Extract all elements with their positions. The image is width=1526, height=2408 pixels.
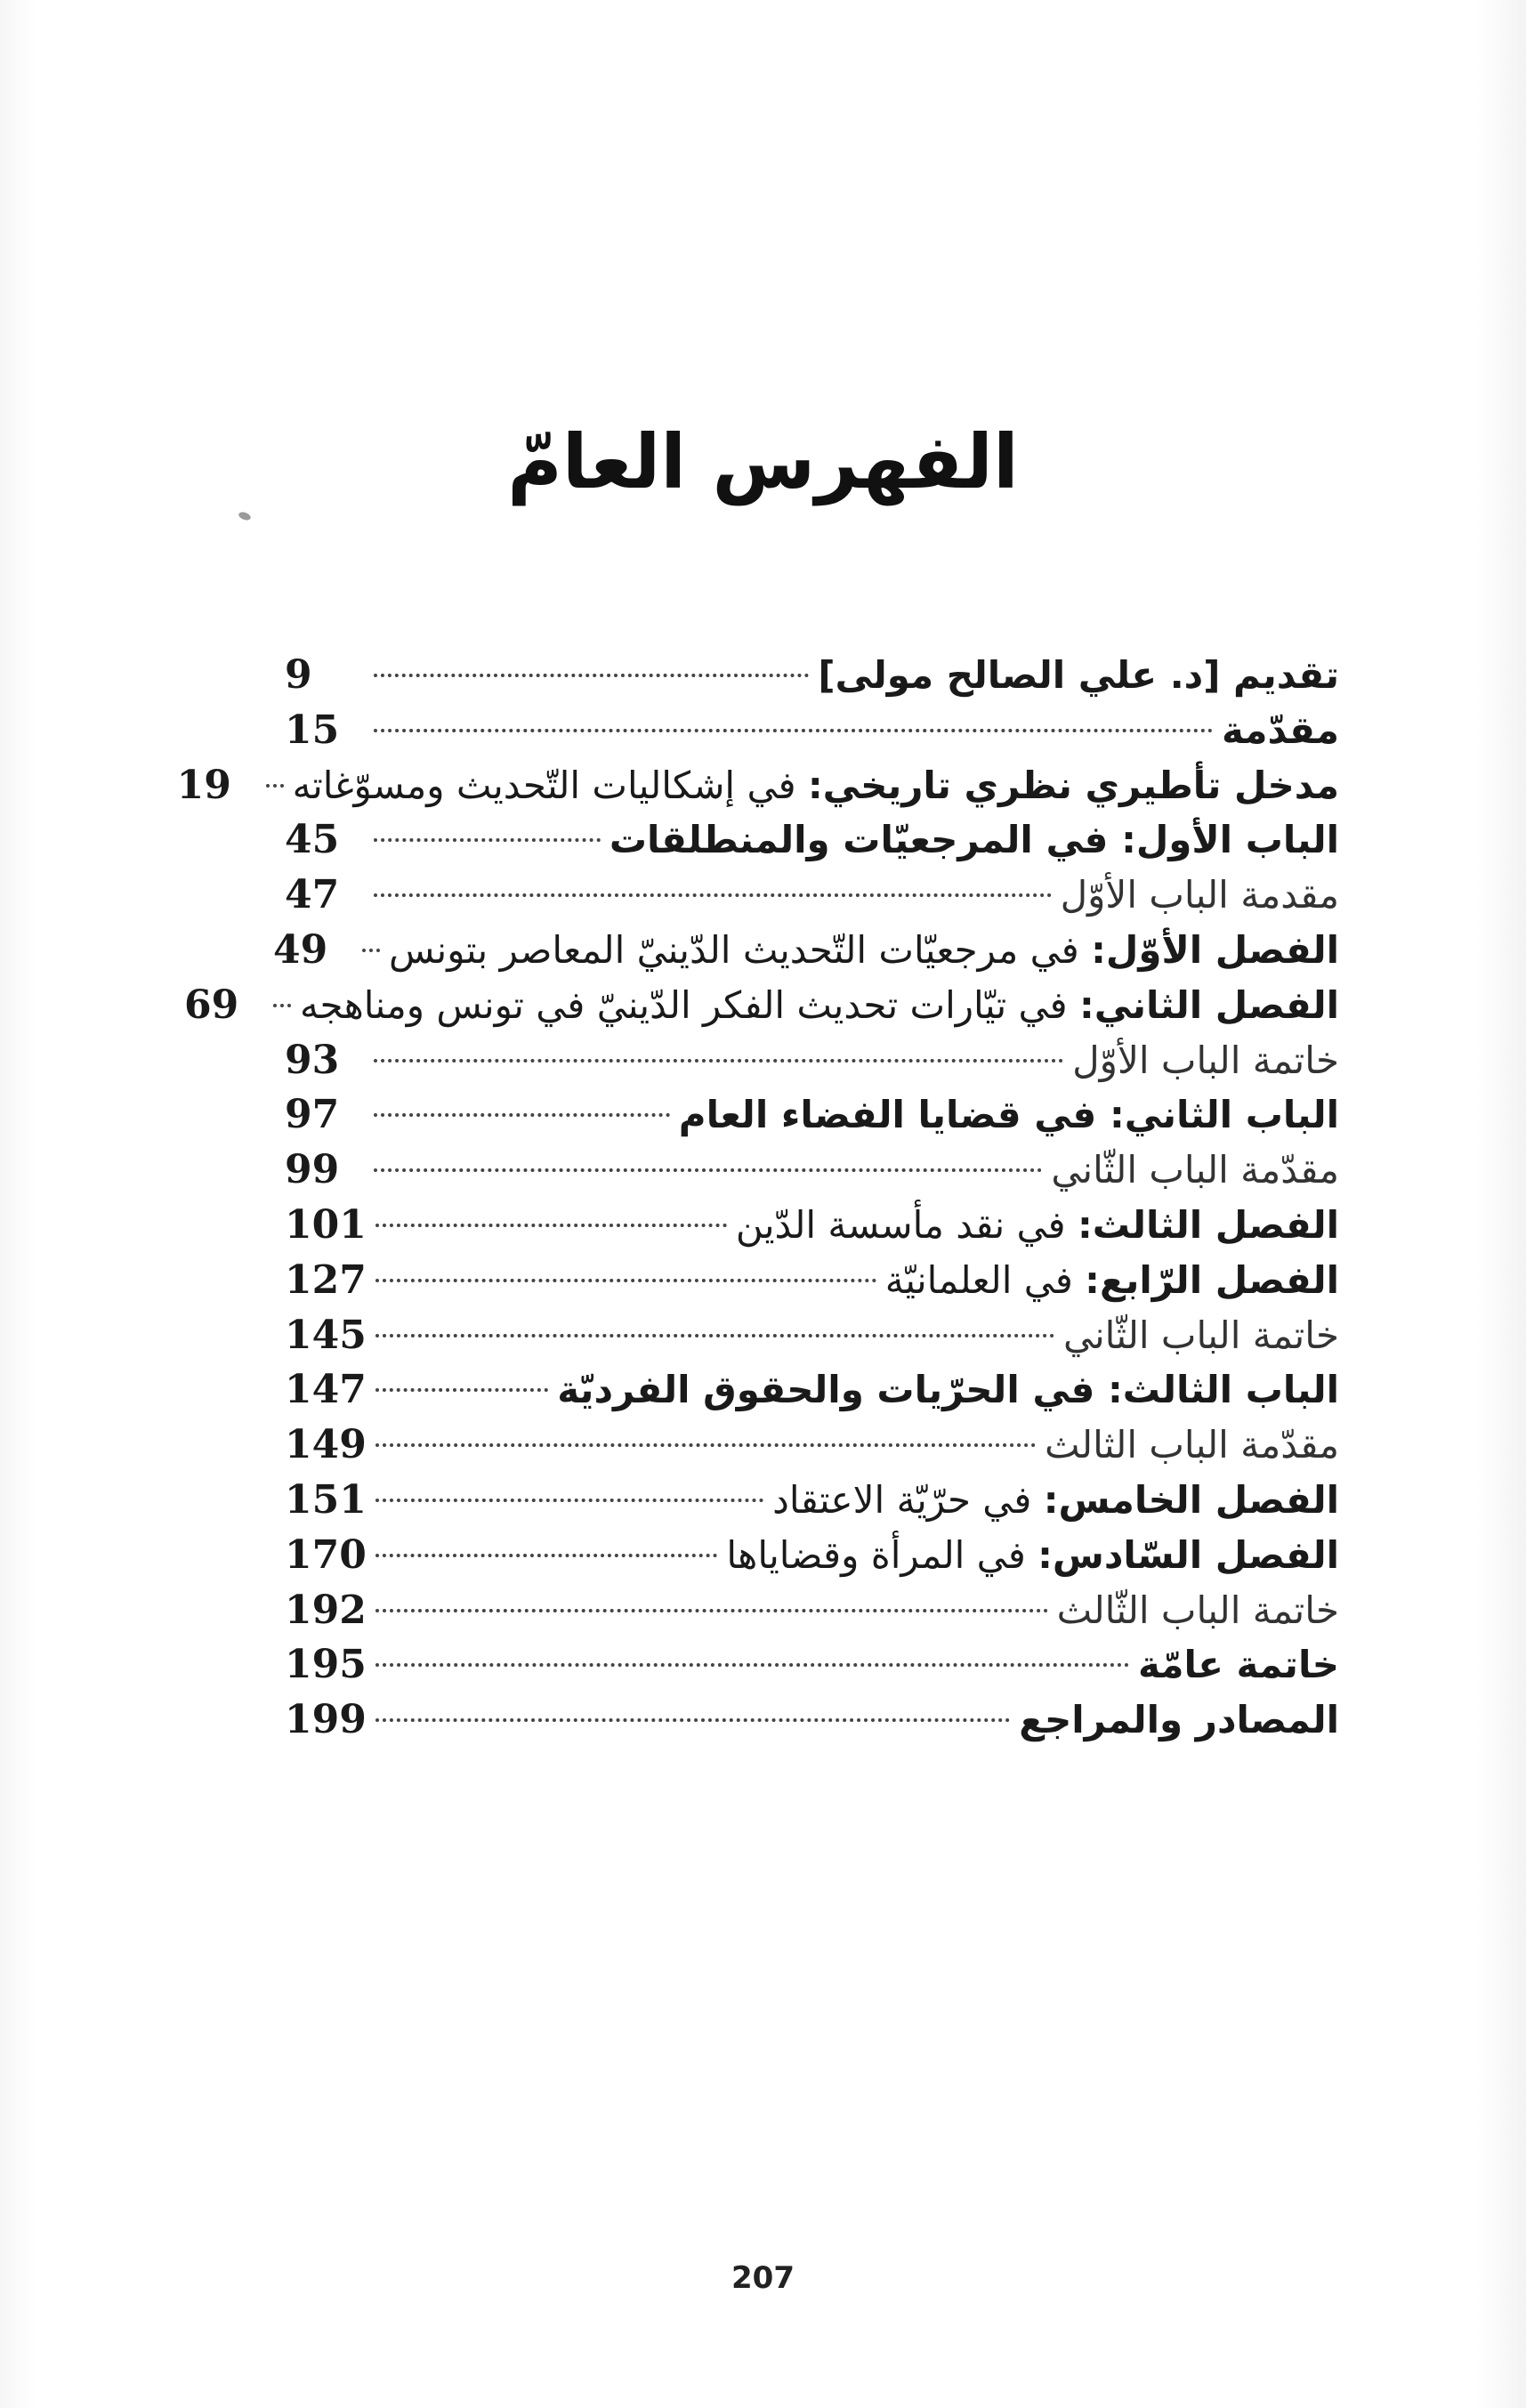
toc-entry-heading: خاتمة عامّة (1138, 1643, 1339, 1687)
toc-entry (285, 1362, 1339, 1418)
toc-entry-heading: الباب الثاني: (1109, 1093, 1339, 1137)
dot-leader (374, 1113, 670, 1117)
dot-leader (375, 1499, 763, 1502)
toc-entry (285, 868, 1339, 923)
toc-entry-heading: خاتمة الباب الثّالث (1056, 1588, 1339, 1632)
toc-entry (285, 1473, 1339, 1528)
toc-entry-title (1222, 703, 1339, 758)
toc-page-number: 195 (285, 1642, 367, 1688)
toc-entry-title (1061, 868, 1339, 923)
toc-entry-title (1138, 1637, 1339, 1693)
toc-entry-heading: الفصل الثاني: (1078, 982, 1339, 1027)
toc-entry-subtitle: في المرجعيّات والمنطلقات (609, 818, 1122, 862)
toc-entry (285, 812, 1339, 868)
toc-entry-heading: الباب الثالث: (1107, 1368, 1339, 1412)
ink-smudge (238, 511, 252, 521)
dot-leader (374, 729, 1213, 732)
toc-entry (285, 1693, 1339, 1748)
toc-entry (285, 1087, 1339, 1143)
dot-leader (374, 838, 601, 842)
dot-leader (374, 1059, 1063, 1063)
toc-entry-title (389, 923, 1339, 978)
dot-leader (375, 1554, 718, 1557)
toc-entry (183, 978, 1339, 1033)
toc-entry-heading: الفصل الخامس: (1043, 1477, 1339, 1522)
toc-entry-subtitle: في قضايا الفضاء العام (678, 1093, 1110, 1137)
toc-page-number: 149 (285, 1422, 367, 1468)
toc-entry-heading: مقدمة الباب الأوّل (1060, 873, 1339, 917)
dot-leader (375, 1388, 548, 1392)
toc-page-number: 145 (285, 1312, 367, 1358)
toc-page-number: 101 (285, 1201, 367, 1248)
toc-entry-heading: خاتمة الباب الثّاني (1062, 1313, 1339, 1357)
toc-entry-title (736, 1198, 1339, 1253)
dot-leader (375, 1609, 1048, 1612)
toc-entry-heading: الفصل الثالث: (1078, 1202, 1339, 1247)
toc-entry-title (610, 812, 1339, 868)
toc-entry-heading: الفصل السّادس: (1038, 1532, 1339, 1577)
toc-page-number: 69 (183, 982, 239, 1028)
table-of-contents (176, 648, 1339, 1748)
toc-entry-title (1045, 1418, 1339, 1473)
toc-entry (285, 1583, 1339, 1638)
toc-entry (272, 923, 1339, 978)
toc-entry-heading: المصادر والمراجع (1019, 1698, 1339, 1742)
dot-leader (362, 949, 380, 952)
toc-entry (285, 1253, 1339, 1308)
toc-entry-title (1072, 1033, 1339, 1088)
toc-entry-subtitle: في إشكاليات التّحديث ومسوّغاته (292, 763, 808, 807)
dot-leader (375, 1334, 1054, 1337)
toc-page-number: 192 (285, 1587, 367, 1633)
toc-entry-title (679, 1087, 1339, 1143)
toc-entry (285, 1198, 1339, 1253)
toc-entry-subtitle: في المرأة وقضاياها (726, 1532, 1038, 1577)
toc-entry-title (557, 1362, 1339, 1418)
toc-entry (285, 648, 1339, 703)
toc-entry-subtitle: في تيّارات تحديث الفكر الدّينيّ في تونس ومناهجه (299, 982, 1079, 1027)
toc-entry-heading: مقدّمة الباب الثّاني (1051, 1148, 1339, 1192)
toc-entry (176, 758, 1339, 813)
toc-page-number: 97 (285, 1092, 340, 1138)
dot-leader (374, 674, 809, 677)
toc-page-number: 49 (272, 926, 328, 973)
toc-page-number: 45 (285, 817, 340, 863)
toc-entry (285, 1308, 1339, 1363)
toc-entry (285, 1637, 1339, 1693)
dot-leader (374, 1168, 1042, 1172)
toc-page-number: 9 (285, 652, 312, 698)
toc-page-number: 47 (285, 872, 340, 918)
toc-entry-subtitle: في مرجعيّات التّحديث الدّينيّ المعاصر بتونس (388, 927, 1092, 972)
toc-entry-title (1057, 1583, 1339, 1638)
dot-leader (375, 1663, 1129, 1667)
toc-entry-title (300, 978, 1339, 1033)
toc-page-number: 19 (176, 762, 231, 808)
toc-entry-heading: تقديم [د. علي الصالح مولى] (818, 653, 1339, 697)
toc-entry-title (818, 648, 1339, 703)
dot-leader (375, 1224, 727, 1227)
dot-leader (266, 784, 284, 788)
toc-entry (285, 1143, 1339, 1198)
toc-page-number: 151 (285, 1476, 367, 1523)
toc-entry (285, 1033, 1339, 1088)
toc-page-number: 99 (285, 1147, 340, 1193)
toc-entry-heading: مقدّمة (1222, 707, 1339, 752)
toc-entry-title (885, 1253, 1339, 1308)
toc-entry-subtitle: في العلمانيّة (884, 1257, 1086, 1302)
toc-entry-heading: خاتمة الباب الأوّل (1072, 1038, 1339, 1082)
toc-entry-heading: الفصل الرّابع: (1085, 1257, 1339, 1302)
toc-entry-title (1051, 1143, 1339, 1198)
toc-entry-title (726, 1528, 1339, 1583)
dot-leader (273, 1004, 291, 1007)
dot-leader (375, 1279, 876, 1282)
toc-entry-title (1019, 1693, 1339, 1748)
toc-page-number: 147 (285, 1367, 367, 1413)
toc-entry-subtitle: في الحرّيات والحقوق الفرديّة (557, 1368, 1108, 1412)
toc-page-number: 93 (285, 1037, 340, 1083)
page-number: 207 (731, 2260, 795, 2296)
toc-entry-heading: الفصل الأوّل: (1091, 927, 1339, 972)
toc-page-number: 127 (285, 1257, 367, 1303)
toc-entry-title (1063, 1308, 1339, 1363)
toc-entry-heading: مقدّمة الباب الثالث (1045, 1423, 1339, 1467)
toc-entry-heading: مدخل تأطيري نظري تاريخي: (807, 763, 1339, 807)
toc-page-number: 170 (285, 1531, 367, 1578)
toc-entry-title (772, 1473, 1339, 1528)
toc-entry (285, 1528, 1339, 1583)
dot-leader (375, 1718, 1010, 1722)
toc-entry (285, 1418, 1339, 1473)
toc-page-number: 15 (285, 707, 340, 753)
toc-entry-heading: الباب الأول: (1121, 818, 1339, 862)
page-title: الفهرس العامّ (507, 418, 1019, 505)
toc-entry (285, 703, 1339, 758)
toc-entry-subtitle: في نقد مأسسة الدّين (735, 1202, 1078, 1247)
toc-page-number: 199 (285, 1697, 367, 1743)
toc-entry-title (293, 758, 1339, 813)
dot-leader (375, 1443, 1036, 1447)
toc-entry-subtitle: في حرّيّة الاعتقاد (772, 1477, 1044, 1522)
dot-leader (374, 893, 1052, 897)
